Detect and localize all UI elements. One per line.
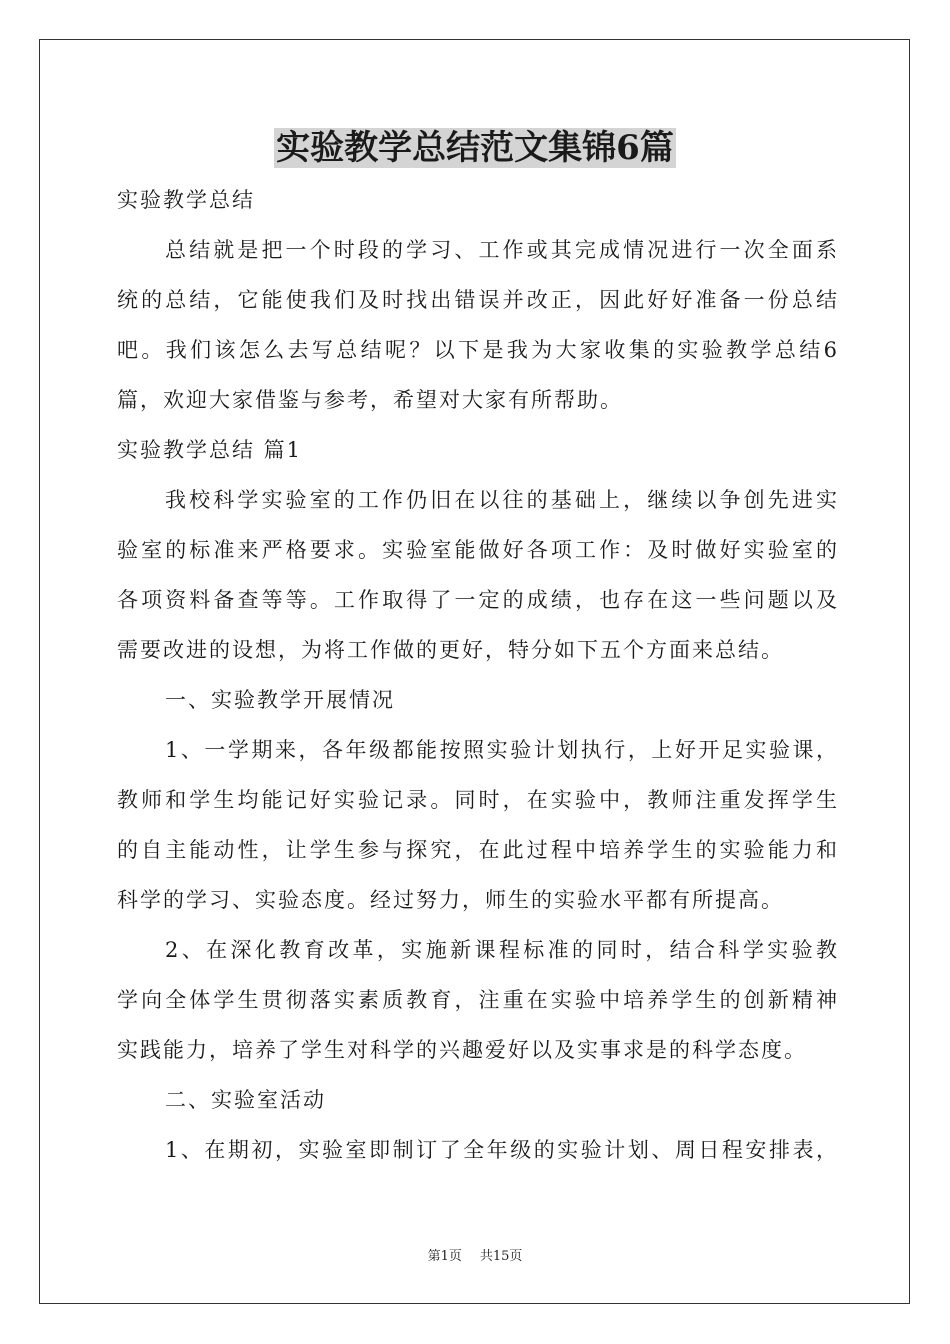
subsection-heading: 二、实验室活动 xyxy=(165,1088,326,1112)
paragraph-line: 篇，欢迎大家借鉴与参考，希望对大家有所帮助。 xyxy=(117,388,623,412)
paragraph-line: 需要改进的设想，为将工作做的更好，特分如下五个方面来总结。 xyxy=(117,638,784,662)
paragraph-line: 吧。我们该怎么去写总结呢？以下是我为大家收集的实验教学总结6 xyxy=(117,338,837,362)
paragraph-line: 验室的标准来严格要求。实验室能做好各项工作：及时做好实验室的 xyxy=(117,538,837,562)
paragraph-line: 各项资料备查等等。工作取得了一定的成绩，也存在这一些问题以及 xyxy=(117,588,837,612)
page-number: 第1页 xyxy=(427,1249,462,1264)
paragraph-line: 2、在深化教育改革，实施新课程标准的同时，结合科学实验教 xyxy=(165,938,837,962)
paragraph-line: 实践能力，培养了学生对科学的兴趣爱好以及实事求是的科学态度。 xyxy=(117,1038,807,1062)
paragraph-line: 我校科学实验室的工作仍旧在以往的基础上，继续以争创先进实 xyxy=(165,488,837,512)
section-heading: 实验教学总结 篇1 xyxy=(117,438,303,462)
document-title-text: 实验教学总结范文集锦6篇 xyxy=(276,128,674,168)
page-footer xyxy=(0,1248,950,1266)
paragraph-line: 1、在期初，实验室即制订了全年级的实验计划、周日程安排表， xyxy=(165,1138,837,1162)
paragraph-line: 总结就是把一个时段的学习、工作或其完成情况进行一次全面系 xyxy=(165,238,837,262)
paragraph-line: 学向全体学生贯彻落实素质教育，注重在实验中培养学生的创新精神 xyxy=(117,988,837,1012)
section-heading: 实验教学总结 xyxy=(117,188,255,212)
paragraph-line: 的自主能动性，让学生参与探究，在此过程中培养学生的实验能力和 xyxy=(117,838,837,862)
page-total: 共15页 xyxy=(479,1249,523,1264)
subsection-heading: 一、实验教学开展情况 xyxy=(165,688,395,712)
document-title xyxy=(0,126,950,170)
paragraph-line: 科学的学习、实验态度。经过努力，师生的实验水平都有所提高。 xyxy=(117,888,784,912)
paragraph-line: 教师和学生均能记好实验记录。同时，在实验中，教师注重发挥学生 xyxy=(117,788,837,812)
paragraph-line: 统的总结，它能使我们及时找出错误并改正，因此好好准备一份总结 xyxy=(117,288,837,312)
paragraph-line: 1、一学期来，各年级都能按照实验计划执行，上好开足实验课， xyxy=(165,738,837,762)
